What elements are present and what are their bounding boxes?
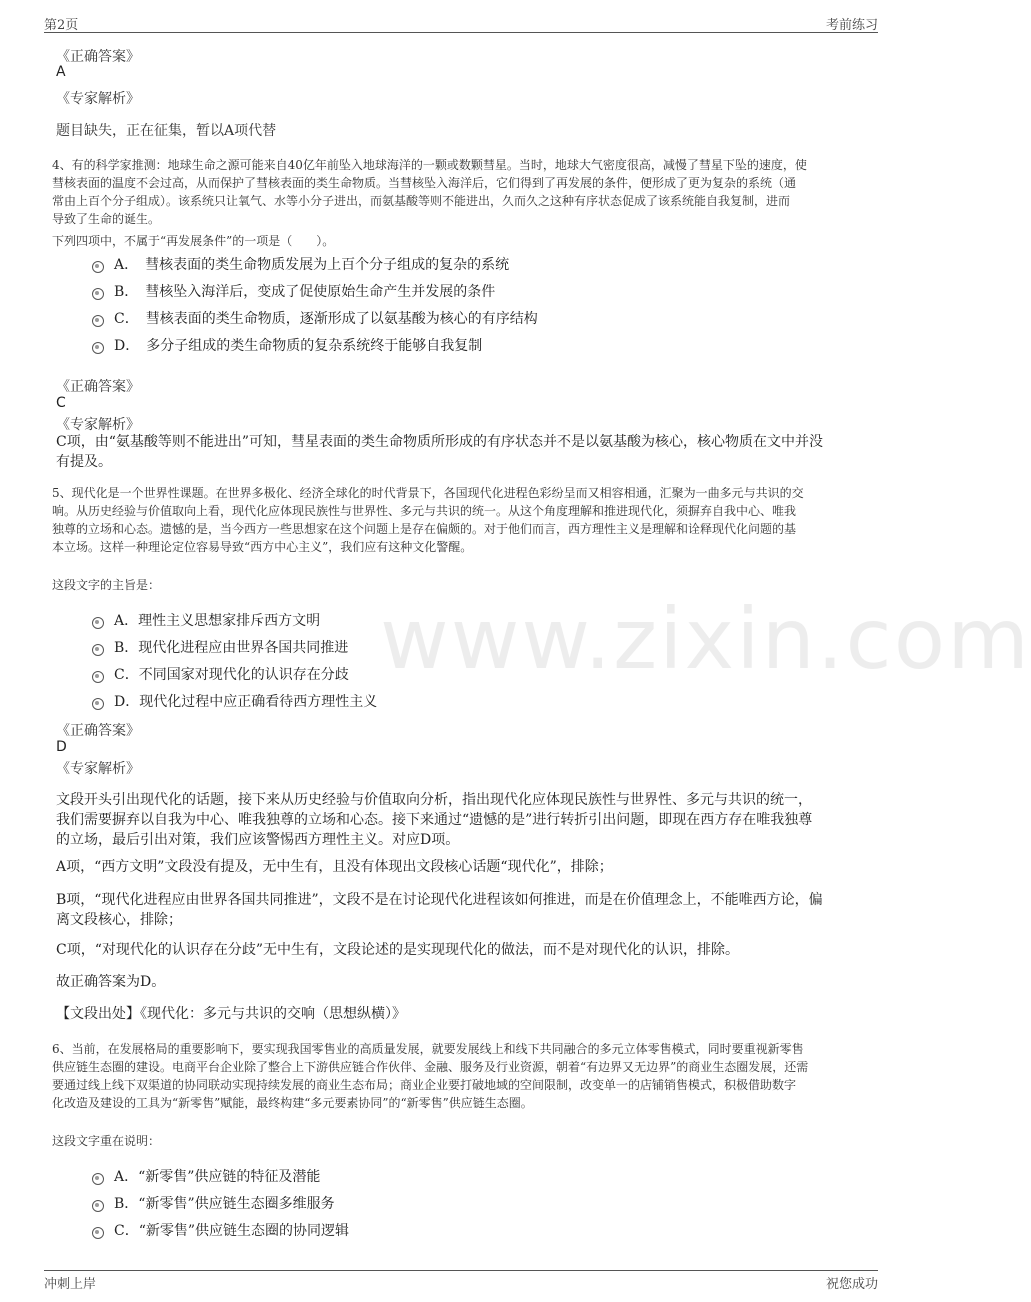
analysis-line: B项，“现代化进程应由世界各国共同推进”，文段不是在讨论现代化进程该如何推进，而是在价值理念上，不能唯西方论，偏 xyxy=(56,892,823,908)
answer-value: C xyxy=(56,395,66,411)
analysis-paragraph xyxy=(56,857,866,877)
option-label: A．理性主义思想家排斥西方文明 xyxy=(114,613,321,629)
analysis-paragraph xyxy=(56,890,866,930)
analysis-line: C项，由“氨基酸等则不能进出”可知，彗星表面的类生命物质所形成的有序状态并不是以氨基酸为核心，核心物质在文中并没 xyxy=(56,434,824,450)
analysis-line: 的立场，最后引出对策，我们应该警惕西方理性主义。对应D项。 xyxy=(56,832,460,848)
stem-line: 6、当前，在发展格局的重要影响下，要实现我国零售业的高质量发展，就要发展线上和线下共同融合的多元立体零售模式，同时要重视新零售 xyxy=(52,1042,804,1056)
answer-value: A xyxy=(56,64,66,80)
question-6-stem xyxy=(52,1040,878,1112)
analysis-label: 《专家解析》 xyxy=(56,91,140,107)
analysis-paragraph xyxy=(56,790,866,850)
stem-line: 独尊的立场和心态。遗憾的是，当今西方一些思想家在这个问题上是存在偏颇的。对于他们而言，西方理性主义是理解和诠释现代化问题的基 xyxy=(52,522,797,536)
radio-icon[interactable] xyxy=(92,698,104,710)
radio-icon[interactable] xyxy=(92,617,104,629)
stem-line: 要通过线上线下双渠道的协同联动实现持续发展的商业生态布局；商业企业要打破地域的空间限制，改变单一的店铺销售模式，积极借助数字 xyxy=(52,1078,797,1092)
source-citation xyxy=(56,1004,866,1024)
option-label: C．“新零售”供应链生态圈的协同逻辑 xyxy=(114,1223,350,1239)
analysis-line: C项，“对现代化的认识存在分歧”无中生有，文段论述的是实现现代化的做法，而不是对现代化的认识，排除。 xyxy=(56,942,740,958)
footer-right-text: 祝您成功 xyxy=(825,1277,878,1292)
radio-icon[interactable] xyxy=(92,261,104,273)
analysis-line: 文段开头引出现代化的话题，接下来从历史经验与价值取向分析，指出现代化应体现民族性与世界性、多元与共识的统一， xyxy=(56,792,812,808)
analysis-line: 有提及。 xyxy=(56,454,112,470)
option-label: D．现代化过程中应正确看待西方理性主义 xyxy=(114,694,378,710)
answer-label: 《正确答案》 xyxy=(56,723,140,739)
question-5-option-a[interactable] xyxy=(92,610,320,630)
page-number: 第2页 xyxy=(44,18,79,33)
question-4-option-a[interactable] xyxy=(92,254,509,274)
analysis-line: 我们需要摒弃以自我为中心、唯我独尊的立场和心态。接下来通过“遗憾的是”进行转折引出问题，即现在西方存在唯我独尊 xyxy=(56,812,813,828)
footer-left-text: 冲刺上岸 xyxy=(44,1277,97,1292)
radio-icon[interactable] xyxy=(92,671,104,683)
option-label: B． 彗核坠入海洋后，变成了促使原始生命产生并发展的条件 xyxy=(114,284,496,300)
stem-line: 彗核表面的温度不会过高，从而保护了彗核表面的类生命物质。当彗核坠入海洋后，它们得到了再发展的条件，便形成了更为复杂的系统（通 xyxy=(52,176,797,190)
radio-icon[interactable] xyxy=(92,1173,104,1185)
page-header xyxy=(44,10,878,33)
analysis-label: 《专家解析》 xyxy=(56,761,140,777)
question-4-option-d[interactable] xyxy=(92,335,482,355)
question-6-prompt: 这段文字重在说明： xyxy=(52,1134,161,1148)
question-6-option-b[interactable] xyxy=(92,1193,335,1213)
header-title: 考前练习 xyxy=(825,18,878,33)
analysis-text: 题目缺失，正在征集，暂以A项代替 xyxy=(56,123,277,139)
radio-icon[interactable] xyxy=(92,644,104,656)
radio-icon[interactable] xyxy=(92,315,104,327)
question-4-analysis xyxy=(56,432,866,472)
analysis-paragraph xyxy=(56,940,866,960)
stem-line: 化改造及建设的工具为“新零售”赋能，最终构建“多元要素协同”的“新零售”供应链生态圈。 xyxy=(52,1096,533,1110)
question-5-option-c[interactable] xyxy=(92,664,349,684)
stem-line: 本立场。这样一种理论定位容易导致“西方中心主义”，我们应有这种文化警醒。 xyxy=(52,540,473,554)
radio-icon[interactable] xyxy=(92,342,104,354)
option-label: C．不同国家对现代化的认识存在分歧 xyxy=(114,667,349,683)
analysis-label: 《专家解析》 xyxy=(56,417,140,433)
question-6-option-c[interactable] xyxy=(92,1220,349,1240)
stem-line: 4、有的科学家推测：地球生命之源可能来自40亿年前坠入地球海洋的一颗或数颗彗星。当时，地球大气密度很高，减慢了彗星下坠的速度，使 xyxy=(52,158,807,172)
question-5-option-b[interactable] xyxy=(92,637,348,657)
stem-line: 5、现代化是一个世界性课题。在世界多极化、经济全球化的时代背景下，各国现代化进程色彩纷呈而又相容相通，汇聚为一曲多元与共识的交 xyxy=(52,486,804,500)
question-4-prompt: 下列四项中，不属于“再发展条件”的一项是（ ）。 xyxy=(52,234,335,248)
analysis-paragraph xyxy=(56,972,866,992)
question-4-option-b[interactable] xyxy=(92,281,495,301)
question-6-option-a[interactable] xyxy=(92,1166,320,1186)
radio-icon[interactable] xyxy=(92,1227,104,1239)
analysis-line: 离文段核心，排除； xyxy=(56,912,182,928)
answer-label: 《正确答案》 xyxy=(56,379,140,395)
option-label: B．“新零售”供应链生态圈多维服务 xyxy=(114,1196,335,1212)
option-label: A．“新零售”供应链的特征及潜能 xyxy=(114,1169,321,1185)
watermark: www.zixin.com xyxy=(380,590,1031,688)
radio-icon[interactable] xyxy=(92,288,104,300)
page-footer xyxy=(44,1270,878,1295)
stem-line: 响。从历史经验与价值取向上看，现代化应体现民族性与世界性、多元与共识的统一。从这个角度理解和推进现代化，须摒弃自我中心、唯我 xyxy=(52,504,797,518)
option-label: C． 彗核表面的类生命物质，逐渐形成了以氨基酸为核心的有序结构 xyxy=(114,311,538,327)
question-4-stem xyxy=(52,156,878,228)
analysis-line: 【文段出处】《现代化：多元与共识的交响（思想纵横）》 xyxy=(56,1006,406,1022)
stem-line: 常由上百个分子组成）。该系统只让氧气、水等小分子进出，而氨基酸等则不能进出，久而久之这种有序状态促成了该系统能自我复制，进而 xyxy=(52,194,791,208)
option-label: D． 多分子组成的类生命物质的复杂系统终于能够自我复制 xyxy=(114,338,483,354)
answer-label: 《正确答案》 xyxy=(56,49,140,65)
question-5-option-d[interactable] xyxy=(92,691,377,711)
answer-value: D xyxy=(56,739,67,755)
question-5-stem xyxy=(52,484,878,556)
option-label: A． 彗核表面的类生命物质发展为上百个分子组成的复杂的系统 xyxy=(114,257,510,273)
question-4-option-c[interactable] xyxy=(92,308,538,328)
radio-icon[interactable] xyxy=(92,1200,104,1212)
option-label: B．现代化进程应由世界各国共同推进 xyxy=(114,640,349,656)
analysis-line: A项，“西方文明”文段没有提及，无中生有，且没有体现出文段核心话题“现代化”，排除； xyxy=(56,859,613,875)
question-5-prompt: 这段文字的主旨是： xyxy=(52,578,161,592)
stem-line: 供应链生态圈的建设。电商平台企业除了整合上下游供应链合作伙伴、金融、服务及行业资源，朝着“有边界又无边界”的商业生态圈发展，还需 xyxy=(52,1060,809,1074)
stem-line: 导致了生命的诞生。 xyxy=(52,212,161,226)
analysis-line: 故正确答案为D。 xyxy=(56,974,166,990)
